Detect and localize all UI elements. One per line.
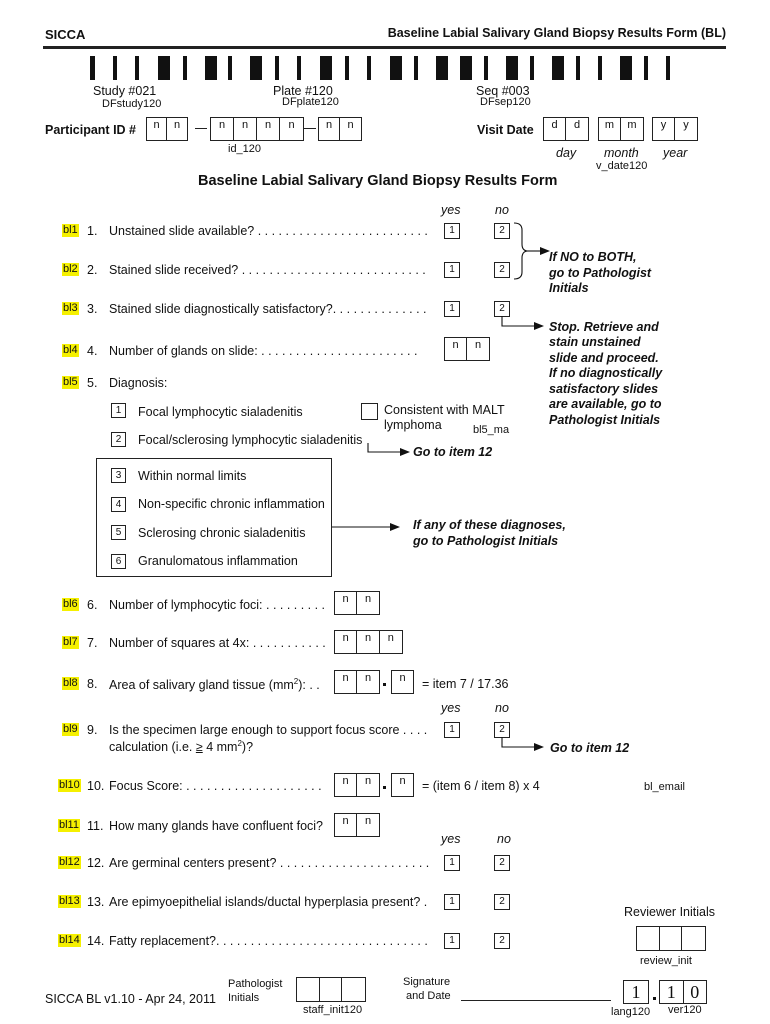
participant-id-part2[interactable]: n n n n [210, 117, 304, 141]
arrow-goto12b [500, 737, 546, 753]
study-var: DFstudy120 [102, 98, 162, 110]
item-8-formula: = item 7 / 17.36 [422, 677, 509, 691]
study-number: Study #021 [93, 84, 157, 98]
var-tag: bl2 [63, 263, 78, 275]
diagnosis-4-text: Non-specific chronic inflammation [138, 497, 325, 511]
note-goto12: Go to item 12 [413, 445, 493, 459]
arrow-stop [500, 316, 546, 332]
note-goto12b: Go to item 12 [550, 741, 630, 755]
var-tag: bl5 [63, 376, 78, 388]
var-tag: bl7 [63, 636, 78, 648]
note-both-2: go to Pathologist [549, 266, 652, 280]
item-12-yes-box[interactable]: 1 [444, 855, 460, 871]
item-14-yes-box[interactable]: 1 [444, 933, 460, 949]
item-6-field[interactable]: n n [334, 591, 380, 615]
item-13-text: Are epimyoepithelial islands/ductal hyperplasia present? . [109, 895, 428, 909]
item-3-text: Stained slide diagnostically satisfactory?. . . . . . . . . . . . . . [109, 302, 427, 316]
item-6-text: Number of lymphocytic foci: . . . . . . . . . [109, 598, 326, 612]
pathologist-label-2: Initials [228, 992, 260, 1004]
item-1-no-box[interactable]: 2 [494, 223, 510, 239]
decimal-point [383, 786, 386, 789]
note-both-1: If NO to BOTH, [549, 250, 637, 264]
decimal-point [653, 997, 656, 1000]
note-any-1: If any of these diagnoses, [413, 518, 566, 532]
visit-day-field[interactable]: d d [543, 117, 589, 141]
participant-id-part3[interactable]: n n [318, 117, 362, 141]
item-2-no-box[interactable]: 2 [494, 262, 510, 278]
malt-var: bl5_ma [473, 424, 510, 436]
staff-var: staff_init120 [303, 1004, 363, 1016]
item-5-text: Diagnosis: [109, 376, 168, 390]
ver-var: ver120 [668, 1004, 702, 1016]
diagnosis-6-box[interactable]: 6 [111, 554, 126, 569]
year-label: year [663, 146, 688, 160]
var-tag: bl3 [63, 302, 78, 314]
item-1-text: Unstained slide available? . . . . . . . . . . . . . . . . . . . . . . . . . [109, 224, 428, 238]
var-tag: bl8 [63, 677, 78, 689]
month-label: month [604, 146, 639, 160]
note-any-2: go to Pathologist Initials [413, 534, 559, 548]
plate-var: DFplate120 [282, 96, 339, 108]
diagnosis-2-box[interactable]: 2 [111, 432, 126, 447]
diagnosis-3-box[interactable]: 3 [111, 468, 126, 483]
malt-text-1: Consistent with MALT [384, 403, 505, 417]
signature-label-2: and Date [406, 990, 451, 1002]
item-8-text: Area of salivary gland tissue $(mm^2)$: . . [109, 677, 320, 693]
note-both-3: Initials [549, 281, 589, 295]
diagnosis-5-text: Sclerosing chronic sialadenitis [138, 526, 306, 540]
item-number: 5. [87, 376, 98, 390]
var-tag: bl9 [63, 723, 78, 735]
diagnosis-6-text: Granulomatous inflammation [138, 554, 298, 568]
lang-var: lang120 [611, 1006, 651, 1018]
item-number: 11. [87, 819, 104, 833]
item-9-text-2: calculation (i.e. ≥ 4 $mm^2$)? [109, 739, 254, 755]
item-3-no-box[interactable]: 2 [494, 301, 510, 317]
var-tag: bl10 [59, 779, 80, 791]
note-stop-7: Pathologist Initials [549, 413, 661, 427]
no-header: no [497, 832, 511, 846]
yes-header: yes [441, 203, 461, 217]
item-1-yes-box[interactable]: 1 [444, 223, 460, 239]
item-8-decimal-field[interactable]: n [391, 670, 414, 694]
pathologist-label-1: Pathologist [228, 978, 283, 990]
var-tag: bl6 [63, 598, 78, 610]
diagnosis-4-box[interactable]: 4 [111, 497, 126, 512]
item-7-field[interactable]: n n n [334, 630, 403, 654]
diagnosis-1-text: Focal lymphocytic sialadenitis [138, 405, 303, 419]
dash [304, 128, 316, 129]
item-9-yes-box[interactable]: 1 [444, 722, 460, 738]
item-7-text: Number of squares at 4x: . . . . . . . . . . . [109, 636, 326, 650]
diagnosis-5-box[interactable]: 5 [111, 525, 126, 540]
lang-field[interactable]: 1 [623, 980, 649, 1004]
seq-var: DFsep120 [480, 96, 531, 108]
dash [195, 128, 207, 129]
note-stop-4: If no diagnostically [549, 366, 663, 380]
review-var: review_init [640, 955, 692, 967]
item-9-no-box[interactable]: 2 [494, 722, 510, 738]
visit-month-field[interactable]: m m [598, 117, 644, 141]
yes-header: yes [441, 701, 461, 715]
pathologist-initials-field[interactable] [296, 977, 366, 1002]
decimal-point [383, 683, 386, 686]
item-10-formula: = (item 6 / item 8) x 4 [422, 779, 540, 793]
header-rule [43, 46, 726, 49]
item-14-no-box[interactable]: 2 [494, 933, 510, 949]
item-9-text: Is the specimen large enough to support focus score . . . . [109, 723, 428, 737]
item-4-field[interactable]: n n [444, 337, 490, 361]
var-tag: bl12 [59, 856, 80, 868]
visit-date-var: v_date120 [596, 160, 648, 172]
item-12-text: Are germinal centers present? . . . . . . . . . . . . . . . . . . . . . . [109, 856, 430, 870]
item-4-text: Number of glands on slide: . . . . . . . . . . . . . . . . . . . . . . . [109, 344, 418, 358]
item-10-text: Focus Score: . . . . . . . . . . . . . . . . . . . . [109, 779, 322, 793]
diagnosis-2-text: Focal/sclerosing lymphocytic sialadenitis [138, 433, 363, 447]
item-10-decimal-field[interactable]: n [391, 773, 414, 797]
day-label: day [556, 146, 577, 160]
no-header: no [495, 701, 509, 715]
yes-header: yes [441, 832, 461, 846]
form-version: SICCA BL v1.10 - Apr 24, 2011 [45, 992, 216, 1006]
item-13-yes-box[interactable]: 1 [444, 894, 460, 910]
item-3-yes-box[interactable]: 1 [444, 301, 460, 317]
visit-date-label: Visit Date [477, 123, 534, 137]
item-number: 12. [87, 856, 105, 870]
var-tag: bl14 [59, 934, 80, 946]
diagnosis-1-box[interactable]: 1 [111, 403, 126, 418]
bracket-1-2 [512, 222, 552, 280]
reviewer-initials-label: Reviewer Initials [624, 905, 716, 919]
form-code: SICCA [45, 27, 86, 42]
item-number: 14. [87, 934, 105, 948]
malt-checkbox[interactable] [361, 403, 378, 420]
plate-number: Plate #120 [273, 84, 333, 98]
diagnosis-3-text: Within normal limits [138, 469, 247, 483]
participant-id-var: id_120 [228, 143, 262, 155]
item-10-field[interactable]: n n [334, 773, 380, 797]
note-stop-5: satisfactory slides [549, 382, 659, 396]
reviewer-initials-field[interactable] [636, 926, 706, 951]
item-number: 10. [87, 779, 105, 793]
arrow-goto12 [366, 443, 412, 459]
note-stop-3: slide and proceed. [549, 351, 659, 365]
item-14-text: Fatty replacement?. . . . . . . . . . . . . . . . . . . . . . . . . . . . . . . [109, 934, 428, 948]
item-number: 3. [87, 302, 98, 316]
visit-year-field[interactable]: y y [652, 117, 698, 141]
item-number: 4. [87, 344, 98, 358]
var-tag: bl11 [59, 819, 79, 831]
arrow-any [332, 521, 402, 533]
item-number: 8. [87, 677, 98, 691]
item-2-text: Stained slide received? . . . . . . . . . . . . . . . . . . . . . . . . . . . [109, 263, 426, 277]
no-header: no [495, 203, 509, 217]
item-11-field[interactable]: n n [334, 813, 380, 837]
var-tag: bl13 [59, 895, 80, 907]
item-12-no-box[interactable]: 2 [494, 855, 510, 871]
signature-line[interactable] [461, 1000, 611, 1001]
item-number: 2. [87, 263, 98, 277]
item-2-yes-box[interactable]: 1 [444, 262, 460, 278]
note-stop-2: stain unstained [549, 335, 641, 349]
note-stop-6: are available, go to [549, 397, 662, 411]
item-number: 7. [87, 636, 98, 650]
var-tag: bl1 [63, 224, 78, 236]
email-var: bl_email [644, 781, 685, 793]
seq-number: Seq #003 [476, 84, 530, 98]
item-8-field[interactable]: n n [334, 670, 380, 694]
item-number: 13. [87, 895, 105, 909]
participant-id-label: Participant ID # [45, 123, 136, 137]
signature-label-1: Signature [403, 976, 451, 988]
malt-text-2: lymphoma [384, 418, 442, 432]
form-title: Baseline Labial Salivary Gland Biopsy Results Form [198, 173, 558, 189]
item-number: 9. [87, 723, 98, 737]
ver-field[interactable]: 1 0 [659, 980, 707, 1004]
form-header-title: Baseline Labial Salivary Gland Biopsy Results Form (BL) [387, 26, 726, 40]
note-stop-1: Stop. Retrieve and [549, 320, 659, 334]
participant-id-part1[interactable]: n n [146, 117, 188, 141]
item-13-no-box[interactable]: 2 [494, 894, 510, 910]
item-11-text: How many glands have confluent foci? [109, 819, 324, 833]
item-number: 6. [87, 598, 98, 612]
item-number: 1. [87, 224, 98, 238]
var-tag: bl4 [63, 344, 78, 356]
